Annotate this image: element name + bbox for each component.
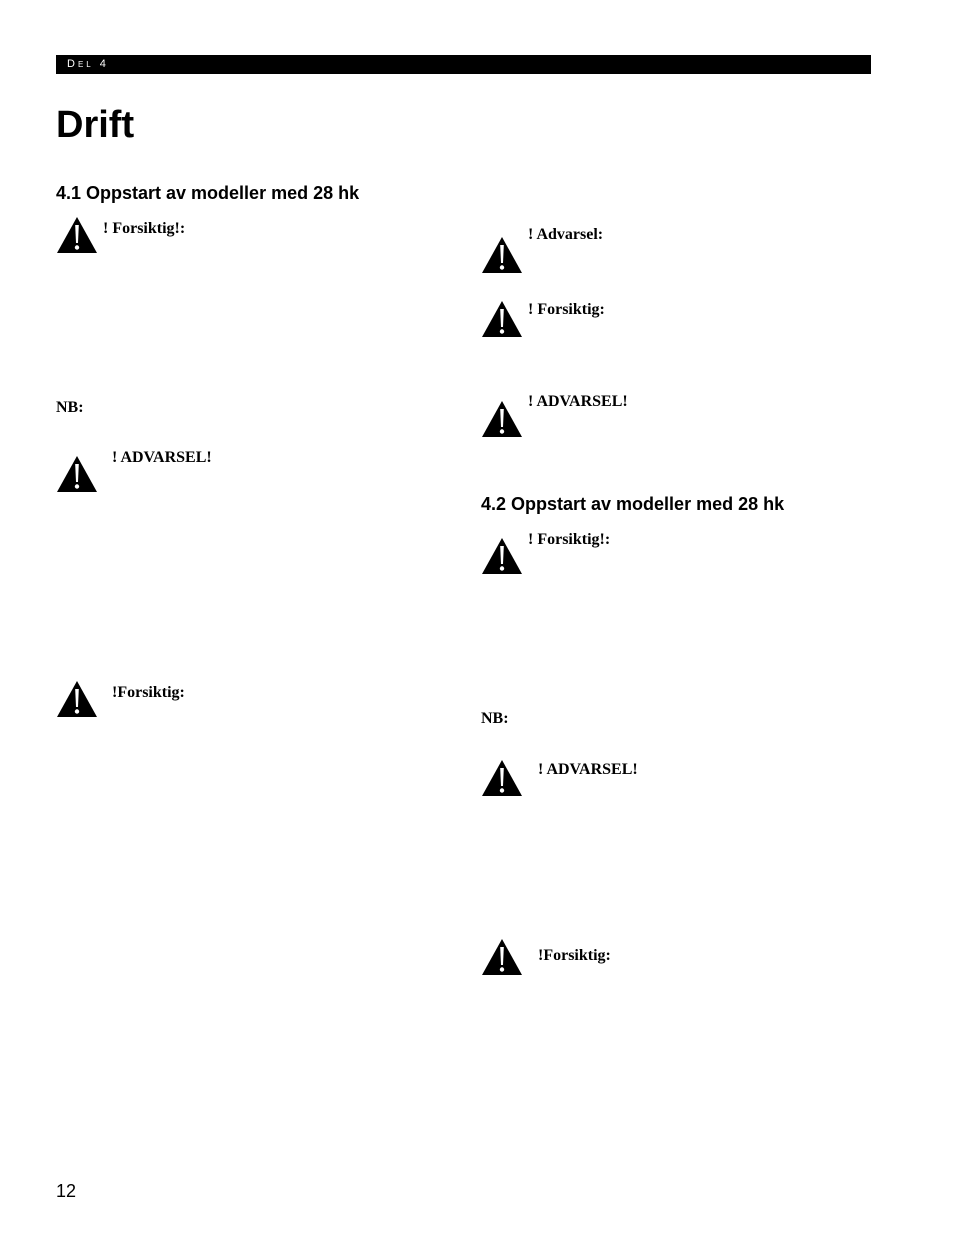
warning-triangle-icon	[481, 300, 523, 338]
notice-label-caution: !Forsiktig:	[112, 684, 185, 701]
notice-label-warning: ! ADVARSEL!	[538, 761, 638, 778]
notice-label-warning: ! ADVARSEL!	[528, 393, 628, 410]
section-heading-4-1: 4.1 Oppstart av modeller med 28 hk	[56, 183, 360, 203]
notice-label-caution: ! Forsiktig!:	[528, 531, 611, 548]
warning-triangle-icon	[481, 938, 523, 976]
warning-triangle-icon	[56, 455, 98, 493]
section-label: Del 4	[67, 58, 109, 70]
notice-label-warning: ! Advarsel:	[528, 226, 604, 243]
warning-triangle-icon	[56, 680, 98, 718]
notice-label-caution: !Forsiktig:	[538, 947, 611, 964]
warning-triangle-icon	[56, 216, 98, 254]
notice-label-nb: NB:	[481, 710, 509, 727]
notice-label-warning: ! ADVARSEL!	[112, 449, 212, 466]
page-number: 12	[56, 1181, 77, 1201]
section-header-bar	[56, 55, 871, 74]
notice-label-nb: NB:	[56, 399, 84, 416]
notice-label-caution: ! Forsiktig:	[528, 301, 605, 318]
warning-triangle-icon	[481, 537, 523, 575]
warning-triangle-icon	[481, 236, 523, 274]
section-heading-4-2: 4.2 Oppstart av modeller med 28 hk	[481, 494, 785, 514]
page-title: Drift	[56, 104, 135, 146]
warning-triangle-icon	[481, 759, 523, 797]
notice-label-caution: ! Forsiktig!:	[103, 220, 186, 237]
warning-triangle-icon	[481, 400, 523, 438]
